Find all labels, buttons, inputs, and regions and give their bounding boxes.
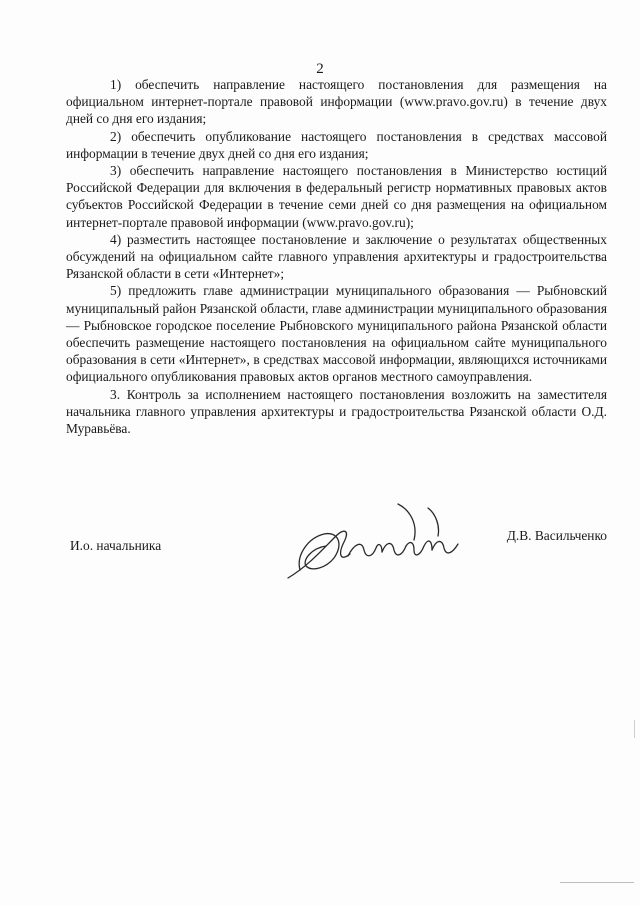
document-body (66, 76, 607, 437)
paragraph-item-2: 2) обеспечить опубликование настоящего постановления в средствах массовой информации в течение двух дней со дня его издания; (66, 128, 607, 161)
page-number: 2 (316, 61, 324, 77)
paragraph-item-4: 4) разместить настоящее постановление и заключение о результатах общественных обсуждений на официальном сайте главного управления архитектуры и градостроительства Рязанской области в сети «Интернет»; (66, 231, 607, 282)
paragraph-item-1: 1) обеспечить направление настоящего постановления для размещения на официальном интернет-портале правовой информации (www.pravo.gov.ru) в течение двух дней со дня его издания; (66, 77, 607, 127)
paragraph-item-5: 5) предложить главе администрации муниципального образования — Рыбновский муниципальный район Рязанской области, главе администрации муниципального образования — Рыбновское городское поселение Рыбновского муниципального района Рязанской области обеспечить размещение настоящего постановления на официальном сайте муниципального образования в сети «Интернет», в средствах массовой информации, являющихся источниками официального опубликования правовых актов органов местного самоуправления. (66, 283, 607, 385)
signatory-name: Д.В. Васильченко (506, 528, 607, 543)
signature-block (66, 500, 607, 590)
signatory-title: И.о. начальника (70, 538, 162, 553)
scan-edge-mark (634, 720, 635, 738)
handwritten-signature (278, 500, 468, 588)
paragraph-control: 3. Контроль за исполнением настоящего постановления возложить на заместителя начальника главного управления архитектуры и градостроительства Рязанской области О.Д. Муравьёва. (66, 386, 607, 437)
scan-edge-line (560, 882, 634, 883)
paragraph-item-3: 3) обеспечить направление настоящего постановления в Министерство юстиций Российской Федерации для включения в федеральный регистр нормативных правовых актов субъектов Российской Федерации в течение семи дней со дня размещения на официальном интернет-портале правовой информации (www.pravo.gov.ru); (66, 163, 607, 230)
